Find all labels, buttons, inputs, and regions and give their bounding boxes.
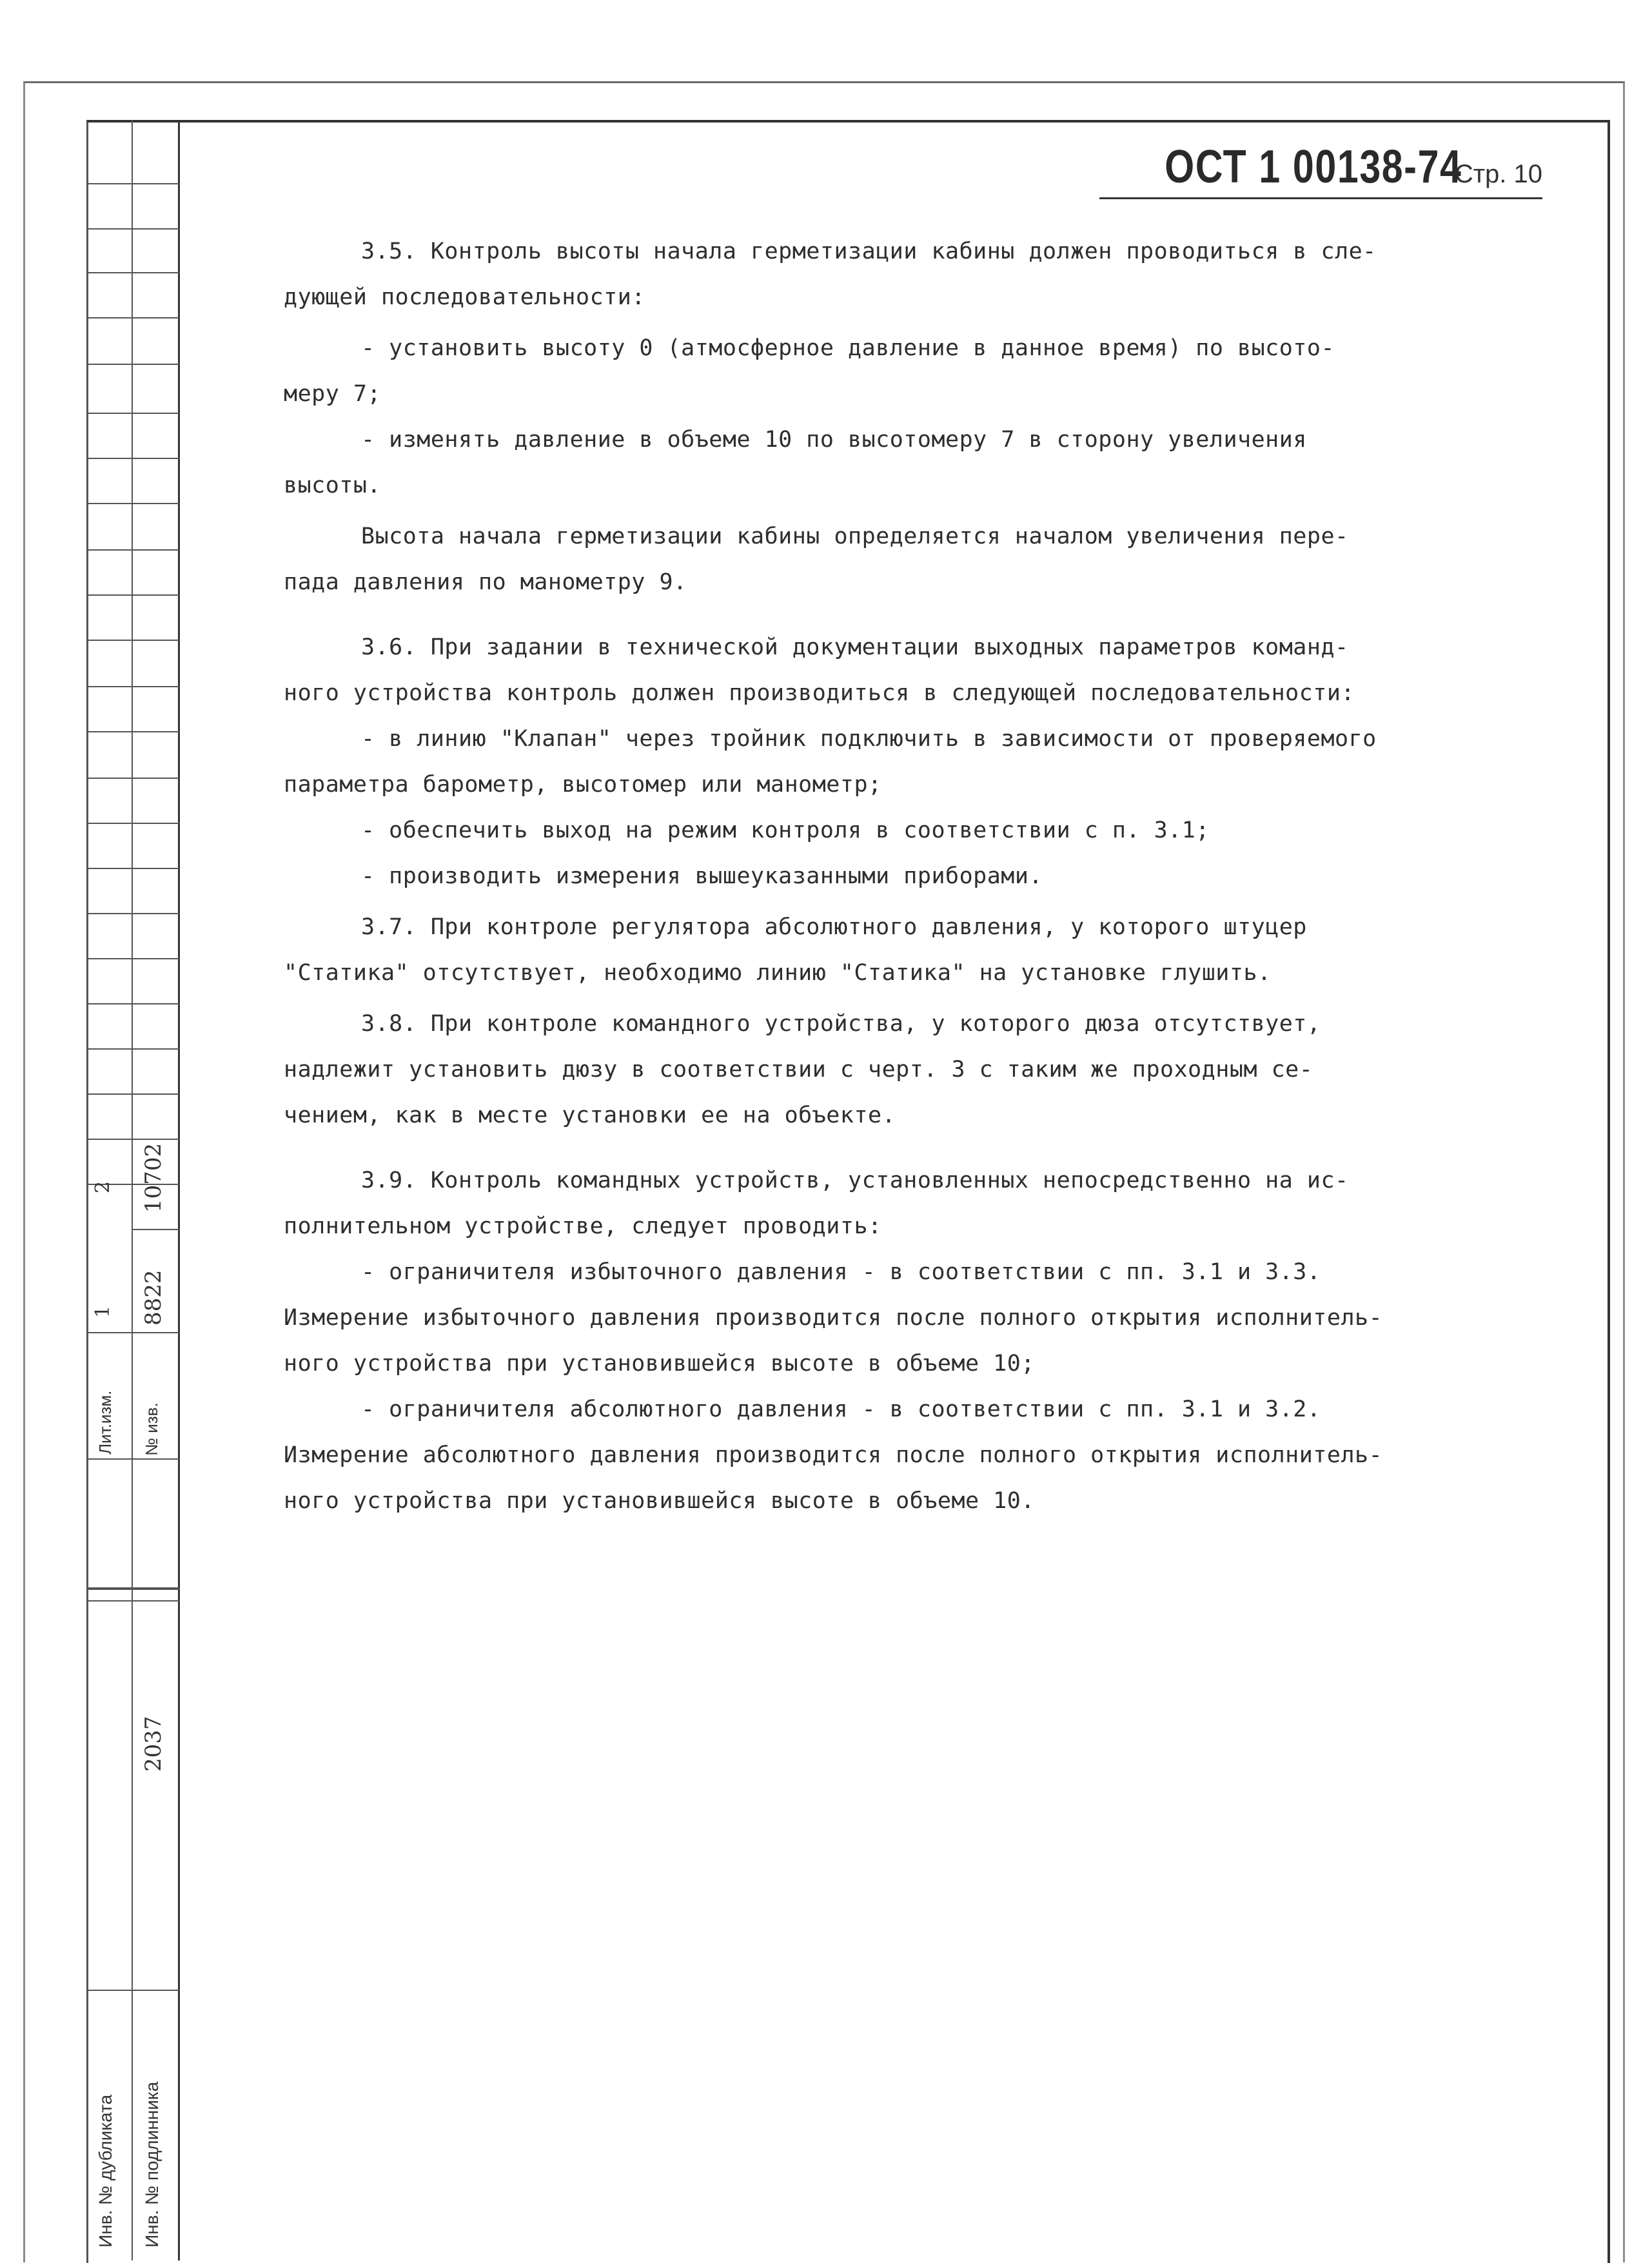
side-divider — [178, 120, 180, 2260]
inv-podl-value: 2037 — [141, 1716, 166, 1772]
lit-izm-label: Лит.изм. — [95, 1390, 115, 1455]
side-row-divider — [86, 1048, 179, 1050]
side-row-divider — [86, 458, 179, 459]
side-row-divider — [86, 686, 179, 687]
side-row-divider — [86, 913, 179, 914]
paragraph-3-7: 3.7. При контроле регулятора абсолютного давления, у которого штуцер — [361, 914, 1307, 940]
side-row-divider — [86, 228, 179, 230]
text-line: ного устройства контроль должен производиться в следующей последовательности: — [284, 680, 1355, 706]
side-row-divider — [86, 1332, 179, 1333]
text-line: Измерение абсолютного давления производится после полного открытия исполнитель- — [284, 1442, 1383, 1468]
text-line: параметра барометр, высотомер или манометр; — [284, 772, 882, 798]
text-line: пада давления по манометру 9. — [284, 569, 687, 595]
side-row-divider — [86, 364, 179, 365]
list-item: - производить измерения вышеуказанными приборами. — [361, 863, 1043, 889]
list-item: - в линию "Клапан" через тройник подключить в зависимости от проверяемого — [361, 726, 1377, 752]
side-row-divider — [86, 1139, 179, 1140]
text-line: меру 7; — [284, 381, 382, 407]
paragraph-3-5: 3.5. Контроль высоты начала герметизации кабины должен проводиться в сле- — [361, 239, 1377, 264]
side-row-divider — [132, 1229, 179, 1230]
document-code: ОСТ 1 00138-74 — [1165, 141, 1462, 193]
izv-number-1: 8822 — [141, 1269, 166, 1326]
no-izv-label: № изв. — [142, 1402, 161, 1456]
izv-number-2: 10702 — [141, 1142, 166, 1213]
page-header — [1099, 141, 1542, 199]
inv-dubl-label: Инв. № дубликата — [95, 2094, 115, 2248]
list-item: - обеспечить выход на режим контроля в соответствии с п. 3.1; — [361, 818, 1210, 843]
paragraph-3-9: 3.9. Контроль командных устройств, установленных непосредственно на ис- — [361, 1168, 1349, 1193]
side-row-divider — [86, 823, 179, 824]
text-line: Измерение избыточного давления производится после полного открытия исполнитель- — [284, 1305, 1383, 1331]
text-line: надлежит установить дюзу в соответствии с черт. 3 с таким же проходным се- — [284, 1057, 1313, 1083]
side-row-divider — [86, 272, 179, 273]
side-row-divider — [86, 1600, 179, 1602]
text-line: высоты. — [284, 473, 382, 498]
side-row-divider — [86, 1990, 179, 1991]
text-line: ного устройства при установившейся высоте в объеме 10; — [284, 1351, 1035, 1376]
side-row-divider — [86, 731, 179, 732]
side-row-divider — [86, 868, 179, 869]
side-stamp — [86, 120, 179, 2260]
side-row-divider — [86, 317, 179, 318]
page-number: Стр. 10 — [1454, 160, 1542, 188]
change-num-1: 1 — [92, 1305, 114, 1318]
side-row-divider — [86, 640, 179, 641]
paragraph-3-6: 3.6. При задании в технической документации выходных параметров команд- — [361, 634, 1349, 660]
list-item: - ограничителя избыточного давления - в соответствии с пп. 3.1 и 3.3. — [361, 1259, 1321, 1285]
text-line: чением, как в месте установки ее на объекте. — [284, 1102, 896, 1128]
side-row-divider — [86, 1093, 179, 1095]
side-row-divider — [86, 503, 179, 504]
side-row-divider — [86, 413, 179, 414]
change-num-2: 2 — [92, 1180, 114, 1193]
side-row-divider — [86, 594, 179, 596]
side-row-divider — [86, 958, 179, 959]
document-body — [284, 229, 1496, 1524]
list-item: - установить высоту 0 (атмосферное давление в данное время) по высото- — [361, 335, 1335, 361]
text-line: Высота начала герметизации кабины определяется началом увеличения пере- — [361, 524, 1349, 549]
side-row-divider — [86, 183, 179, 184]
text-line: дующей последовательности: — [284, 284, 645, 310]
text-line: полнительном устройстве, следует проводить: — [284, 1213, 882, 1239]
side-divider — [132, 120, 133, 2260]
paragraph-3-8: 3.8. При контроле командного устройства, у которого дюза отсутствует, — [361, 1011, 1321, 1037]
list-item: - изменять давление в объеме 10 по высотомеру 7 в сторону увеличения — [361, 427, 1307, 453]
text-line: "Статика" отсутствует, необходимо линию "Статика" на установке глушить. — [284, 960, 1272, 986]
text-line: ного устройства при установившейся высоте в объеме 10. — [284, 1488, 1035, 1514]
side-row-divider — [86, 778, 179, 779]
side-row-divider — [86, 1003, 179, 1004]
side-row-divider — [86, 1458, 179, 1460]
list-item: - ограничителя абсолютного давления - в соответствии с пп. 3.1 и 3.2. — [361, 1396, 1321, 1422]
side-row-divider — [86, 1587, 179, 1590]
side-row-divider — [86, 549, 179, 551]
inv-podl-label: Инв. № подлинника — [142, 2081, 162, 2248]
